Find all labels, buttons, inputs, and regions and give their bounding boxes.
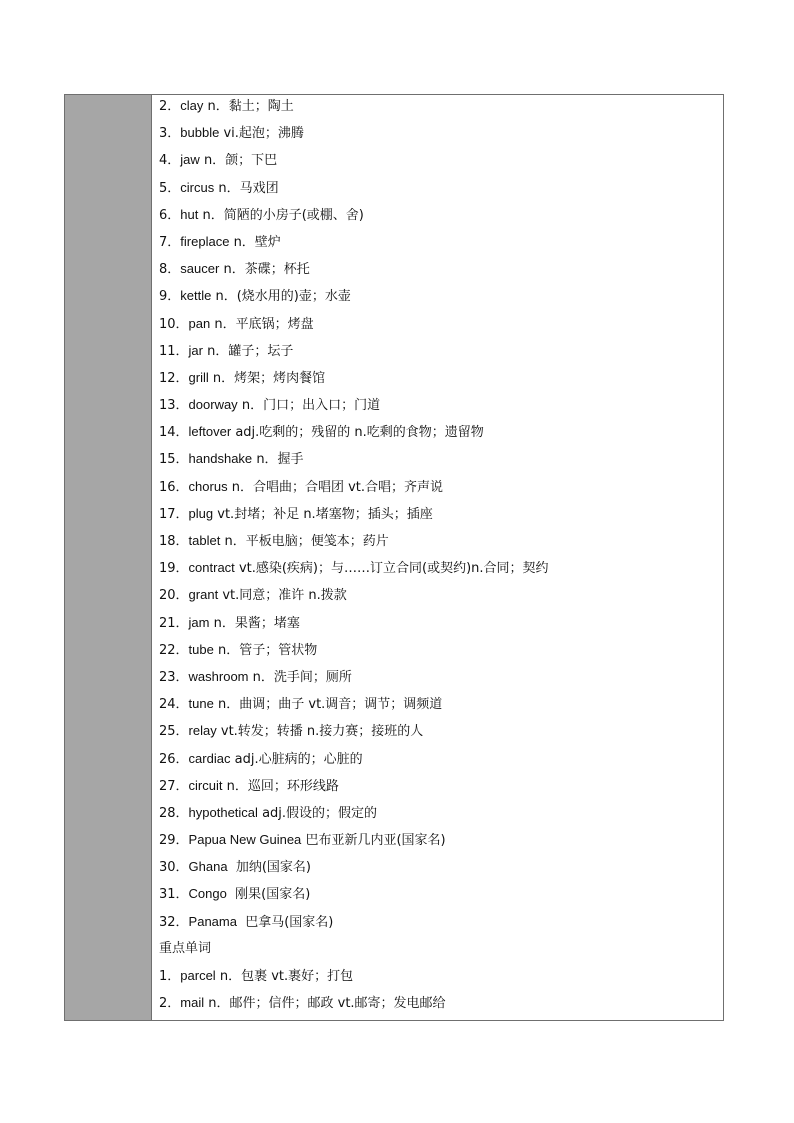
vocab-item: 16．chorus n．合唱曲；合唱团 vt.合唱；齐声说	[159, 478, 444, 495]
vocab-item: 19．contract vt.感染(疾病)；与……订立合同(或契约)n.合同；契约	[159, 560, 549, 577]
vocab-item: 11．jar n．罐子；坛子	[159, 342, 294, 359]
vocab-table	[64, 94, 724, 1021]
section-heading: 重点单词	[159, 940, 212, 956]
vocab-item: 32．Panama 巴拿马(国家名)	[159, 913, 334, 930]
vocab-item: 5．circus n．马戏团	[159, 179, 279, 196]
vocab-item: 17．plug vt.封堵；补足 n.堵塞物；插头；插座	[159, 505, 433, 522]
vocab-item: 18．tablet n．平板电脑；便笺本；药片	[159, 533, 389, 549]
vocab-item: 31．Congo 刚果(国家名)	[159, 886, 311, 903]
vocab-item: 10．pan n．平底锅；烤盘	[159, 315, 314, 332]
vocab-item: 9．kettle n．(烧水用的)壶；水壶	[159, 288, 351, 305]
shaded-label-column	[65, 95, 152, 1020]
vocab-item: 29．Papua New Guinea 巴布亚新几内亚(国家名)	[159, 832, 446, 849]
vocab-content-cell	[152, 95, 723, 1020]
vocab-item: 8．saucer n．茶碟；杯托	[159, 261, 310, 278]
vocab-item: 4．jaw n．颌；下巴	[159, 152, 278, 169]
vocab-item: 7．fireplace n．壁炉	[159, 233, 281, 250]
vocab-item: 27．circuit n．巡回；环形线路	[159, 777, 339, 794]
vocab-item: 25．relay vt.转发；转播 n.接力赛；接班的人	[159, 723, 424, 740]
vocab-item: 12．grill n．烤架；烤肉餐馆	[159, 369, 326, 386]
key-vocab-item: 2．mail n．邮件；信件；邮政 vt.邮寄；发电邮给	[159, 995, 446, 1012]
vocab-list	[159, 92, 549, 1016]
vocab-item: 26．cardiac adj.心脏病的；心脏的	[159, 750, 363, 767]
vocab-item: 13．doorway n．门口；出入口；门道	[159, 397, 381, 414]
vocab-item: 3．bubble vi.起泡；沸腾	[159, 125, 304, 142]
key-vocab-item: 1．parcel n．包裹 vt.裹好；打包	[159, 968, 354, 984]
vocab-item: 14．leftover adj.吃剩的；残留的 n.吃剩的食物；遗留物	[159, 424, 484, 441]
vocab-item: 28．hypothetical adj.假设的；假定的	[159, 804, 378, 821]
vocab-item: 2．clay n．黏土；陶土	[159, 98, 294, 114]
vocab-item: 20．grant vt.同意；准许 n.拨款	[159, 587, 347, 604]
vocab-item: 24．tune n．曲调；曲子 vt.调音；调节；调频道	[159, 696, 443, 713]
vocab-item: 21．jam n．果酱；堵塞	[159, 614, 300, 631]
vocab-item: 15．handshake n．握手	[159, 451, 304, 468]
vocab-item: 22．tube n．管子；管状物	[159, 641, 318, 658]
vocab-item: 6．hut n．简陋的小房子(或棚、舍)	[159, 206, 364, 223]
vocab-item: 30．Ghana 加纳(国家名)	[159, 859, 312, 876]
vocab-item: 23．washroom n．洗手间；厕所	[159, 668, 352, 685]
